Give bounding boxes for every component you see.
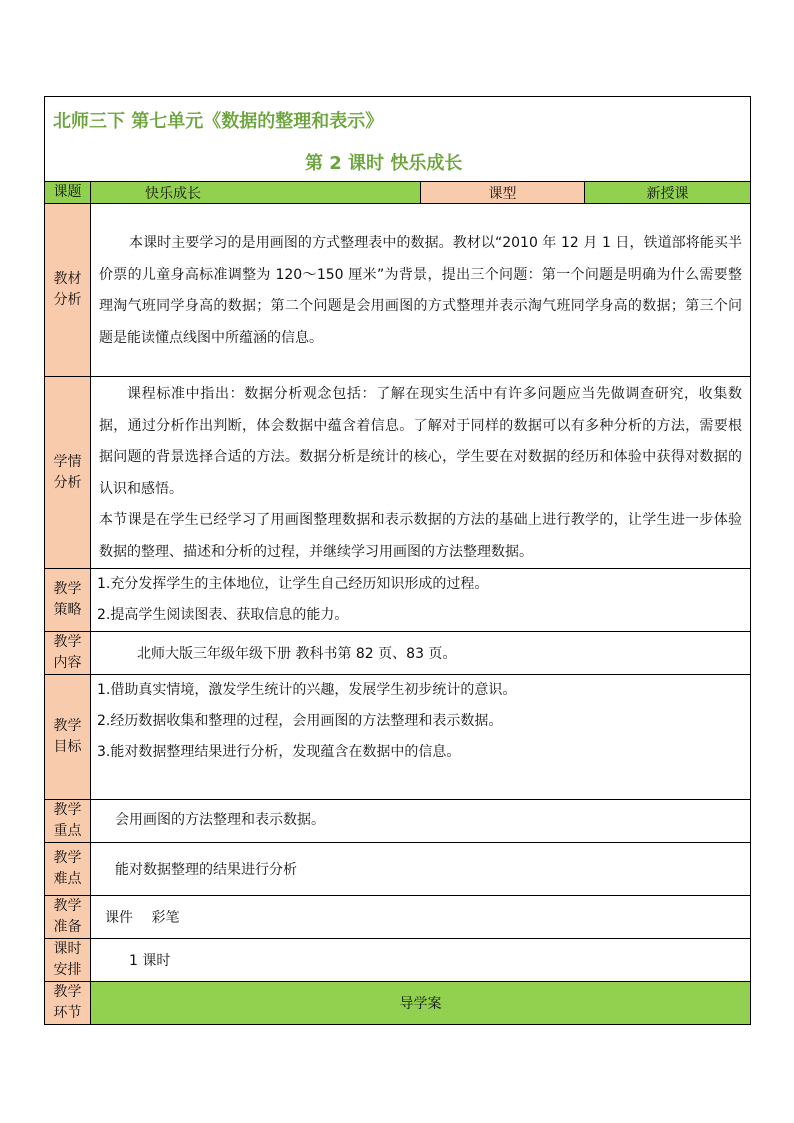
strategy-row	[45, 569, 751, 632]
process-row	[45, 982, 751, 1025]
goals-item-3: 3.能对数据整理结果进行分析，发现蕴含在数据中的信息。	[97, 744, 461, 760]
textbook-analysis-cell	[91, 204, 751, 377]
content-cell	[91, 632, 751, 675]
learner-analysis-label: 学情 分析	[45, 377, 91, 569]
preparation-text: 课件 彩笔	[105, 910, 180, 926]
content-label: 教学 内容	[45, 632, 91, 675]
goals-item-2: 2.经历数据收集和整理的过程，会用画图的方法整理和表示数据。	[97, 713, 503, 729]
goals-label: 教学 目标	[45, 675, 91, 800]
preparation-row	[45, 896, 751, 939]
schedule-cell	[91, 939, 751, 982]
key-points-cell	[91, 800, 751, 843]
process-cell	[91, 982, 751, 1025]
schedule-label: 课时 安排	[45, 939, 91, 982]
strategy-cell	[91, 569, 751, 632]
learner-analysis-text-2: 本节课是在学生已经学习了用画图整理数据和表示数据的方法的基础上进行教学的，让学生进一步体验数据的整理、描述和分析的过程，并继续学习用画图的方法整理数据。	[99, 512, 742, 560]
lesson-plan-table	[44, 96, 751, 1025]
lesson-title: 第 2 课时 快乐成长	[305, 153, 463, 174]
difficulties-cell	[91, 843, 751, 896]
schedule-text: 1 课时	[129, 953, 171, 969]
key-points-row	[45, 800, 751, 843]
type-value: 新授课	[585, 182, 751, 204]
textbook-analysis-text: 本课时主要学习的是用画图的方式整理表中的数据。教材以“2010 年 12 月 1 日，铁道部将能买半价票的儿童身高标准调整为 120～150 厘米”为背景，提出三个问题：第一个问题是明确为什么需要整理淘气班同学身高的数据；第二个问题是会用画图的方式整理并表示淘气班同学身高的数据；第三个问题是能读懂点线图中所蕴涵的信息。	[99, 235, 742, 346]
difficulties-label: 教学 难点	[45, 843, 91, 896]
textbook-analysis-label: 教材 分析	[45, 204, 91, 377]
key-points-text: 会用画图的方法整理和表示数据。	[115, 812, 325, 828]
learner-analysis-text-1: 课程标准中指出：数据分析观念包括：了解在现实生活中有许多问题应当先做调查研究，收集数据，通过分析作出判断，体会数据中蕴含着信息。了解对于同样的数据可以有多种分析的方法，需要根据问题的背景选择合适的方法。数据分析是统计的核心，学生要在对数据的经历和体验中获得对数据的认识和感悟。	[99, 386, 742, 497]
strategy-item-1: 1.充分发挥学生的主体地位，让学生自己经历知识形成的过程。	[97, 576, 489, 592]
preparation-cell	[91, 896, 751, 939]
process-text: 导学案	[399, 996, 442, 1012]
type-label: 课型	[421, 182, 585, 204]
schedule-row	[45, 939, 751, 982]
key-points-label: 教学 重点	[45, 800, 91, 843]
strategy-item-2: 2.提高学生阅读图表、获取信息的能力。	[97, 607, 349, 623]
topic-row	[45, 182, 751, 204]
difficulties-text: 能对数据整理的结果进行分析	[115, 862, 297, 878]
lesson-plan-sheet	[44, 96, 750, 1025]
textbook-analysis-row	[45, 204, 751, 377]
title-cell	[45, 97, 751, 182]
goals-cell	[91, 675, 751, 800]
learner-analysis-cell	[91, 377, 751, 569]
process-label: 教学 环节	[45, 982, 91, 1025]
goals-item-1: 1.借助真实情境，激发学生统计的兴趣，发展学生初步统计的意识。	[97, 682, 517, 698]
topic-label: 课题	[45, 182, 91, 204]
preparation-label: 教学 准备	[45, 896, 91, 939]
difficulties-row	[45, 843, 751, 896]
content-row	[45, 632, 751, 675]
topic-value: 快乐成长	[91, 182, 421, 204]
strategy-label: 教学 策略	[45, 569, 91, 632]
content-text: 北师大版三年级年级下册 教科书第 82 页、83 页。	[137, 646, 457, 662]
unit-title: 北师三下 第七单元《数据的整理和表示》	[53, 111, 384, 132]
learner-analysis-row	[45, 377, 751, 569]
goals-row	[45, 675, 751, 800]
title-row	[45, 97, 751, 182]
